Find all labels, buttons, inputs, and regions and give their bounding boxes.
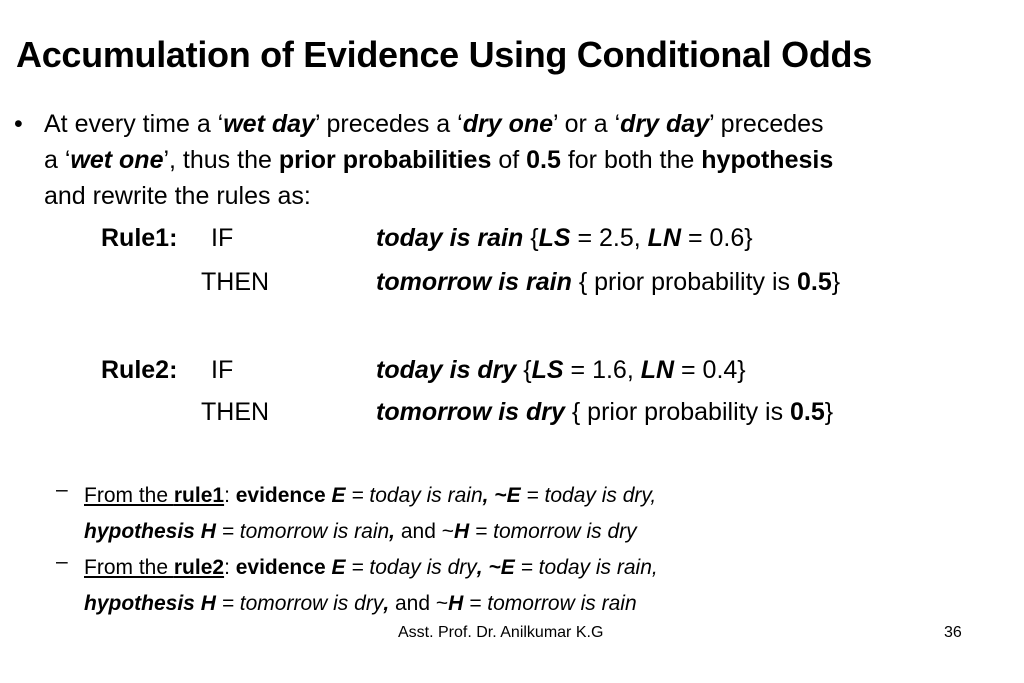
rule2-if: IF <box>211 356 234 384</box>
text-segment: From the <box>84 484 174 507</box>
rule2-then: THEN <box>201 398 270 426</box>
e-symbol: E <box>331 556 346 579</box>
hypothesis-label: hypothesis H <box>84 520 216 543</box>
rule2-label: Rule2: <box>101 356 178 384</box>
evidence-label: evidence <box>235 556 332 579</box>
h-definition: = tomorrow is dry <box>215 592 384 615</box>
rule2-antecedent-line <box>376 356 746 385</box>
text-segment: a ‘ <box>44 146 71 174</box>
not-h-definition: = tomorrow is dry <box>469 520 637 543</box>
ln-value: = 0.4} <box>674 356 746 384</box>
rule1-antecedent: today is rain <box>376 224 524 252</box>
not-e-symbol: E <box>506 484 521 507</box>
rule1-if: IF <box>211 224 234 252</box>
text-segment: ’ or a ‘ <box>553 110 621 138</box>
brace: } <box>824 398 834 426</box>
sub-bullet-rule1 <box>56 478 656 550</box>
ls-value: = 1.6, <box>563 356 641 384</box>
bullet-icon: • <box>14 110 23 138</box>
text-segment: and ~ <box>389 592 449 615</box>
not-e-definition: = today is dry, <box>520 484 657 507</box>
bullet-text <box>44 106 1014 214</box>
prior-value: 0.5 <box>790 398 825 426</box>
term-dry-one: dry one <box>462 110 554 138</box>
prior-text: { prior probability is <box>571 268 797 296</box>
text-segment: ’, thus the <box>163 146 279 174</box>
rule2-consequent: tomorrow is dry <box>376 398 565 426</box>
term-dry-day: dry day <box>620 110 710 138</box>
slide-title: Accumulation of Evidence Using Conditional Odds <box>16 34 872 75</box>
rule2-antecedent: today is dry <box>376 356 517 384</box>
prior-value: 0.5 <box>796 268 832 296</box>
term-wet-day: wet day <box>223 110 315 138</box>
sub-bullet-rule2 <box>56 550 658 622</box>
not-e-symbol: E <box>500 556 515 579</box>
hypothesis-label: hypothesis H <box>84 592 216 615</box>
e-definition: = today is rain <box>345 484 483 507</box>
rule1-consequent: tomorrow is rain <box>376 268 572 296</box>
not-h-symbol: H <box>448 592 464 615</box>
not-e-definition: = today is rain, <box>514 556 658 579</box>
brace: { <box>523 356 532 384</box>
ln-value: = 0.6} <box>681 224 753 252</box>
text-segment: : <box>224 556 236 579</box>
evidence-label: evidence <box>235 484 332 507</box>
rule-ref: rule2 <box>173 556 225 579</box>
term-wet-one: wet one <box>70 146 164 174</box>
text-segment: From the <box>84 556 174 579</box>
text-segment: , ~ <box>476 556 501 579</box>
text-segment: ’ precedes <box>709 110 824 138</box>
rule1-consequent-line <box>376 268 840 297</box>
text-segment: and ~ <box>395 520 454 543</box>
rule1-antecedent-line <box>376 224 753 253</box>
not-h-definition: = tomorrow is rain <box>463 592 637 615</box>
h-definition: = tomorrow is rain <box>215 520 390 543</box>
prior-text: { prior probability is <box>564 398 791 426</box>
ls-label: LS <box>531 356 564 384</box>
value-half: 0.5 <box>526 146 561 174</box>
ls-label: LS <box>538 224 571 252</box>
dash-icon: – <box>56 478 68 501</box>
page-number: 36 <box>944 624 962 641</box>
text-segment: , <box>389 520 396 543</box>
text-segment: and rewrite the rules as: <box>44 182 311 210</box>
rule-ref: rule1 <box>173 484 225 507</box>
ln-label: LN <box>647 224 681 252</box>
text-segment: of <box>491 146 527 174</box>
term-prior-probabilities: prior probabilities <box>278 146 492 174</box>
e-symbol: E <box>331 484 346 507</box>
brace: { <box>530 224 539 252</box>
ln-label: LN <box>640 356 675 384</box>
dash-icon: – <box>56 550 68 573</box>
text-segment: for both the <box>560 146 702 174</box>
term-hypothesis: hypothesis <box>701 146 834 174</box>
text-segment: ’ precedes a ‘ <box>314 110 463 138</box>
rule2-consequent-line <box>376 398 833 427</box>
text-segment: : <box>224 484 236 507</box>
rule1-then: THEN <box>201 268 270 296</box>
not-h-symbol: H <box>454 520 470 543</box>
rule1-label: Rule1: <box>101 224 178 252</box>
ls-value: = 2.5, <box>570 224 648 252</box>
text-segment: At every time a ‘ <box>44 110 224 138</box>
footer-author: Asst. Prof. Dr. Anilkumar K.G <box>398 624 604 641</box>
bullet-paragraph <box>14 106 1014 214</box>
brace: } <box>831 268 841 296</box>
text-segment: , ~ <box>482 484 507 507</box>
text-segment: , <box>383 592 390 615</box>
e-definition: = today is dry <box>345 556 477 579</box>
